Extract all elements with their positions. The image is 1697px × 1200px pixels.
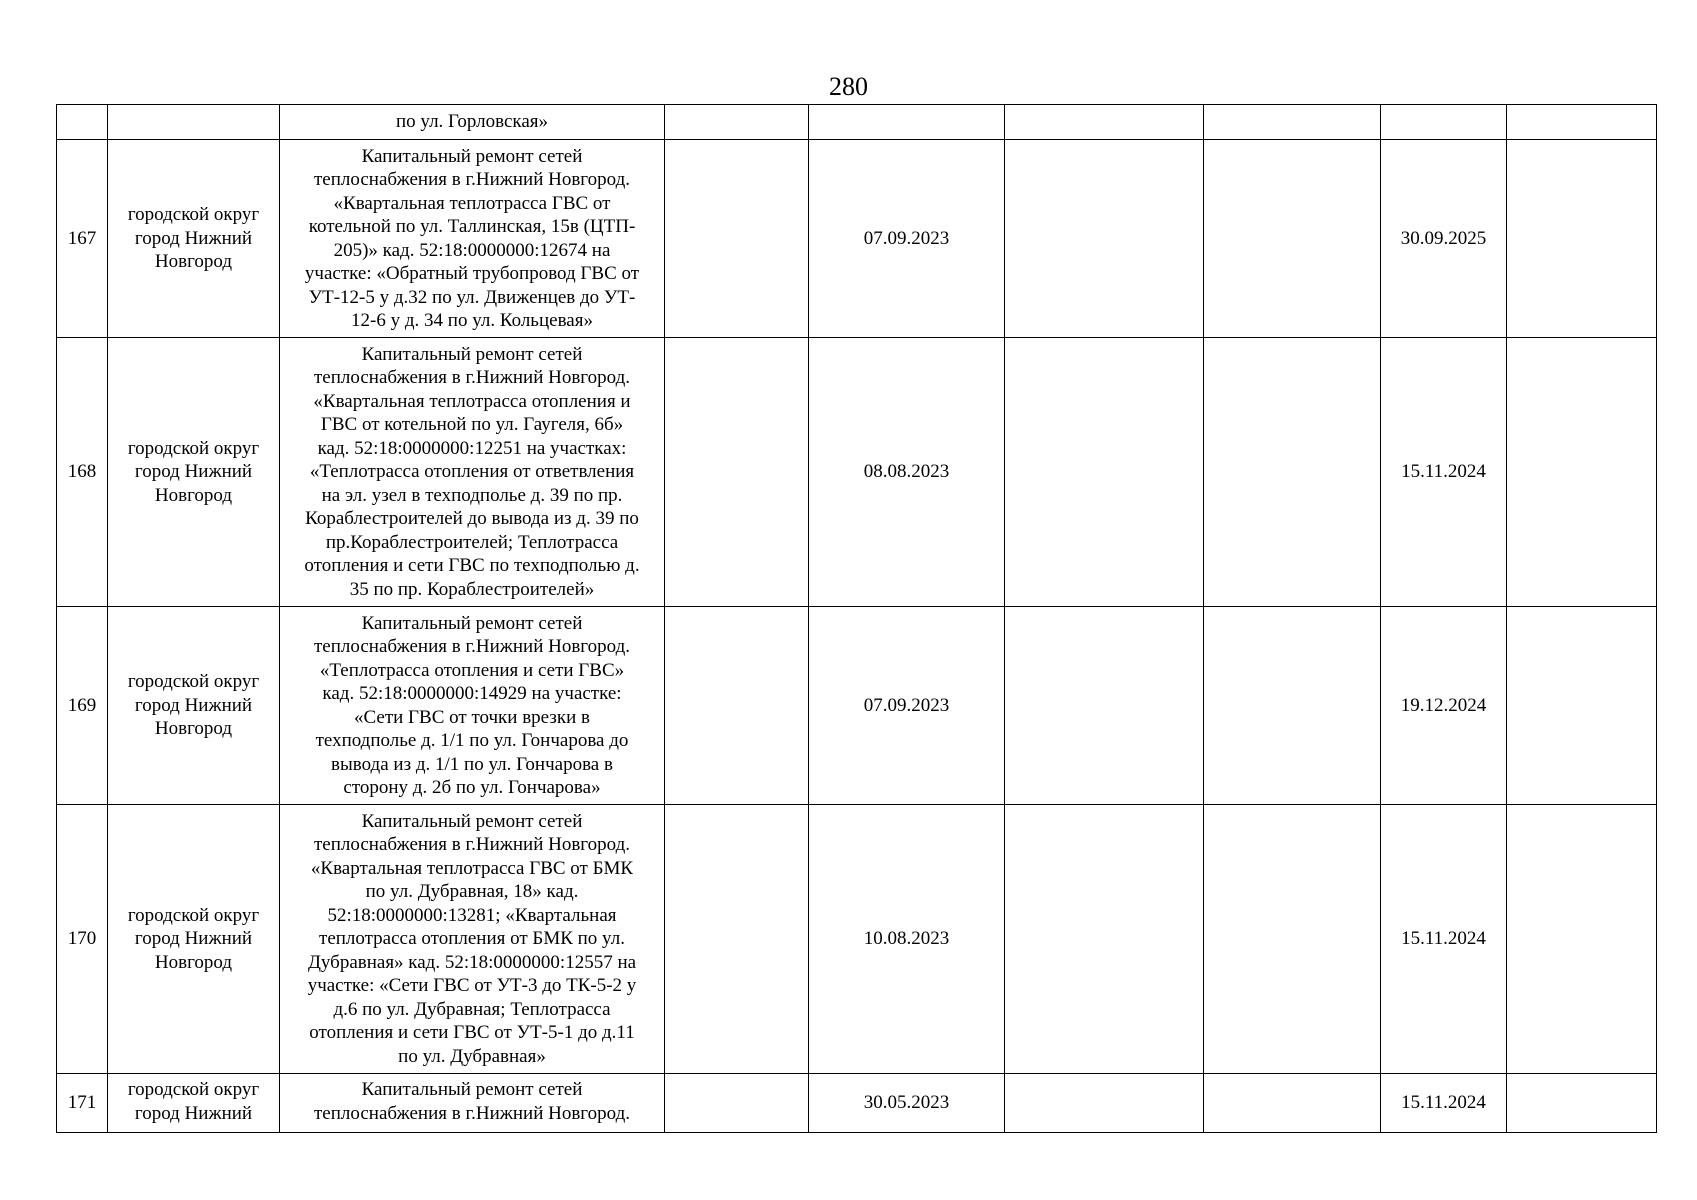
description-line: Кораблестроителей до вывода из д. 39 по [305,508,639,530]
cell-description [280,1074,665,1133]
cell-municipality [108,140,280,338]
table-row-continuation [57,105,1657,140]
cell-municipality [108,105,280,140]
description-line: теплоснабжения в г.Нижний Новгород. [314,636,630,657]
description-line: участке: «Обратный трубопровод ГВС от [304,263,640,284]
cell-no: 170 [57,805,108,1074]
cell-date-end: 15.11.2024 [1381,1074,1507,1133]
cell-empty [1005,805,1204,1074]
cell-no: 171 [57,1074,108,1133]
description-line: отопления и сети ГВС от УТ-5-1 до д.11 [309,1022,635,1044]
description-line: «Квартальная теплотрасса ГВС от [333,192,611,214]
description-line: по ул. Дубравная, 18» кад. [365,881,579,903]
cell-description [280,338,665,607]
cell-date-start: 30.05.2023 [809,1074,1005,1133]
description-line: кад. 52:18:0000000:14929 на участке: [322,683,622,704]
cell-empty [1005,140,1204,338]
cell-empty [665,140,809,338]
description-line: теплотрасса отопления от БМК по ул. [319,928,625,950]
cell-municipality [108,805,280,1074]
description-line: Капитальный ремонт сетей [361,1079,583,1100]
cell-empty [1507,105,1657,140]
cell-empty [1204,1074,1381,1133]
cell-date-end: 19.12.2024 [1381,607,1507,805]
cell-no: 168 [57,338,108,607]
cell-description [280,805,665,1074]
description-line: участке: «Сети ГВС от УТ-3 до ТК-5-2 у [307,975,637,997]
description-line: техподполье д. 1/1 по ул. Гончарова до [315,730,629,751]
cell-empty [665,105,809,140]
cell-date-start: 07.09.2023 [809,140,1005,338]
cell-no: 169 [57,607,108,805]
cell-empty [1507,1074,1657,1133]
description-line: Капитальный ремонт сетей [361,612,583,634]
description-line: УТ-12-5 у д.32 по ул. Движенцев до УТ- [308,286,636,308]
cell-empty [665,1074,809,1133]
cell-empty [1507,140,1657,338]
description-line: вывода из д. 1/1 по ул. Гончарова в [331,753,613,775]
cell-date-end: 30.09.2025 [1381,140,1507,338]
cell-empty [665,805,809,1074]
description-line: теплоснабжения в г.Нижний Новгород. [314,834,630,856]
description-line: на эл. узел в техподполье д. 39 по пр. [321,484,623,506]
municipality-line: городской округ [127,204,260,226]
cell-empty [1204,607,1381,805]
description-line: по ул. Горловская» [395,111,549,133]
cell-date-end: 15.11.2024 [1381,805,1507,1074]
page-number: 280 [829,72,868,101]
cell-description [280,140,665,338]
description-line: «Теплотрасса отопления и сети ГВС» [319,659,625,681]
description-line: Капитальный ремонт сетей [361,343,583,365]
cell-empty [1507,338,1657,607]
description-line: Капитальный ремонт сетей [361,145,583,167]
cell-date-start: 10.08.2023 [809,805,1005,1074]
description-line: «Сети ГВС от точки врезки в [354,706,590,728]
description-line: Дубравная» кад. 52:18:0000000:12557 на [307,951,637,973]
works-table [56,104,1657,1133]
description-line: ГВС от котельной по ул. Гаугеля, 6б» [320,414,624,436]
cell-empty [1507,805,1657,1074]
municipality-line: городской округ [127,1079,260,1100]
cell-municipality [108,1074,280,1133]
cell-empty [1005,1074,1204,1133]
cell-no: 167 [57,140,108,338]
description-line: отопления и сети ГВС по техподполью д. [304,555,640,577]
table-row [57,1074,1657,1133]
cell-empty [1204,805,1381,1074]
table-row [57,338,1657,607]
table-row [57,805,1657,1074]
table-row [57,140,1657,338]
municipality-line: городской округ [127,671,260,693]
municipality-line: городской округ [127,437,260,459]
description-line: кад. 52:18:0000000:12251 на участках: [317,437,627,459]
description-line: 12-6 у д. 34 по ул. Кольцевая» [351,310,593,331]
cell-municipality [108,607,280,805]
cell-date-end [1381,105,1507,140]
description-line: теплоснабжения в г.Нижний Новгород. [314,1102,630,1124]
municipality-line: городской округ [127,904,260,926]
municipality-line: Новгород [154,951,233,973]
cell-empty [1204,105,1381,140]
municipality-line: Новгород [154,718,233,740]
description-line: «Квартальная теплотрасса ГВС от БМК [310,857,634,879]
cell-date-start: 07.09.2023 [809,607,1005,805]
municipality-line: город Нижний [134,1102,253,1124]
description-line: 35 по пр. Кораблестроителей» [349,578,595,600]
cell-description [280,105,665,140]
cell-empty [1005,607,1204,805]
cell-empty [1204,140,1381,338]
municipality-line: город Нижний [134,928,253,950]
cell-date-start: 08.08.2023 [809,338,1005,607]
description-line: котельной по ул. Таллинская, 15в (ЦТП- [308,216,636,237]
cell-municipality [108,338,280,607]
cell-empty [1204,338,1381,607]
cell-empty [1507,607,1657,805]
cell-no [57,105,108,140]
description-line: д.6 по ул. Дубравная; Теплотрасса [333,998,611,1020]
description-line: по ул. Дубравная» [398,1045,546,1067]
cell-date-start [809,105,1005,140]
description-line: пр.Кораблестроителей; Теплотрасса [325,531,619,553]
municipality-line: город Нижний [134,461,253,483]
municipality-line: город Нижний [134,227,253,249]
description-line: Капитальный ремонт сетей [361,810,583,832]
cell-empty [665,338,809,607]
municipality-line: Новгород [154,484,233,506]
cell-empty [1005,338,1204,607]
cell-description [280,607,665,805]
description-line: теплоснабжения в г.Нижний Новгород. [314,169,630,190]
description-line: 52:18:0000000:13281; «Квартальная [327,904,617,926]
description-line: теплоснабжения в г.Нижний Новгород. [314,367,630,389]
municipality-line: Новгород [154,251,233,273]
table-row [57,607,1657,805]
description-line: «Квартальная теплотрасса отопления и [313,390,631,412]
description-line: сторону д. 2б по ул. Гончарова» [343,777,601,798]
description-line: 205)» кад. 52:18:0000000:12674 на [333,239,611,261]
cell-date-end: 15.11.2024 [1381,338,1507,607]
municipality-line: город Нижний [134,694,253,716]
cell-empty [1005,105,1204,140]
cell-empty [665,607,809,805]
description-line: «Теплотрасса отопления от ответвления [309,461,635,483]
